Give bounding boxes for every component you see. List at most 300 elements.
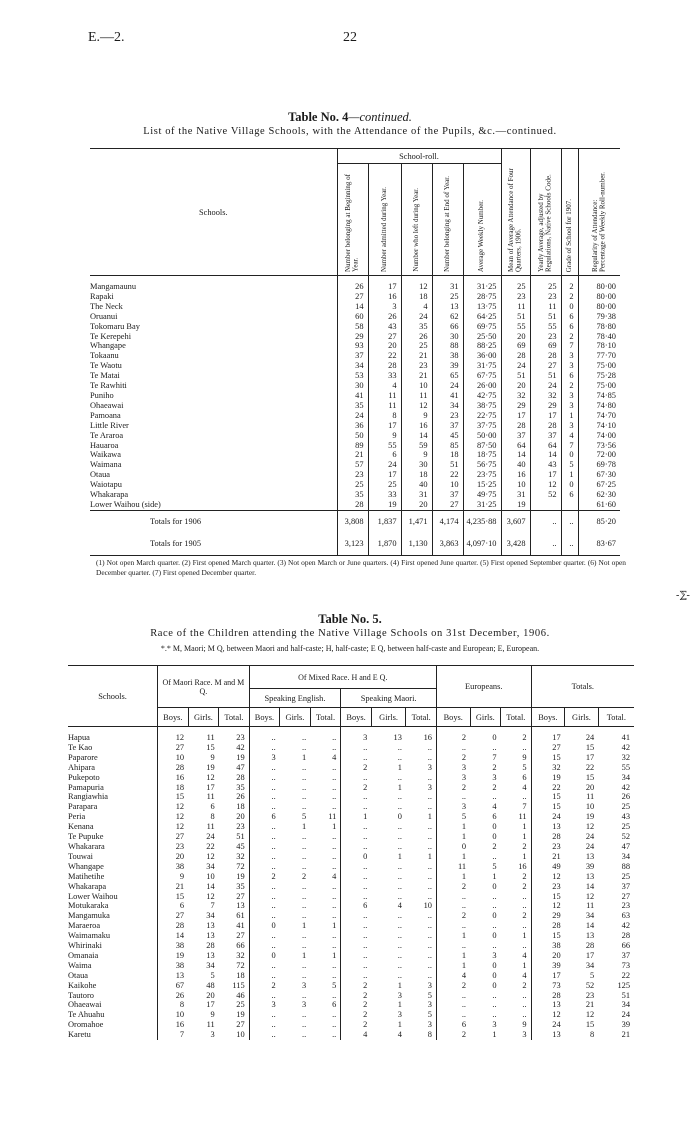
cell: 11: [586, 901, 595, 911]
cell: 3: [561, 421, 578, 431]
t5-sub-boys: Boys.: [436, 708, 470, 727]
cell: 11: [368, 391, 401, 401]
cell: 21: [401, 351, 432, 361]
cell: 9: [522, 1020, 527, 1030]
cell: 2: [341, 763, 372, 773]
cell: 35: [236, 881, 245, 891]
cell: 2: [522, 881, 527, 891]
cell: 12: [158, 822, 189, 832]
cell: ..: [427, 832, 432, 842]
cell: 0: [249, 921, 280, 931]
cell: 2: [492, 762, 497, 772]
cell: 5: [522, 762, 527, 772]
cell: 0: [436, 842, 470, 852]
cell: 75·28: [578, 371, 620, 381]
cell: 4: [522, 782, 527, 792]
cell: 22: [206, 841, 215, 851]
cell: 26: [401, 332, 432, 342]
cell: 3: [436, 802, 470, 812]
table-row: [68, 951, 634, 961]
cell: 14: [585, 921, 595, 931]
cell: 2: [341, 981, 372, 991]
cell: 66: [236, 941, 245, 951]
cell: 22: [432, 470, 463, 480]
cell: 6: [561, 322, 578, 332]
school-name: Whirinaki: [68, 941, 102, 951]
cell: 13: [531, 1000, 565, 1010]
school-name: Tautoro: [68, 990, 94, 1000]
cell: ..: [397, 742, 402, 752]
cell: 35: [337, 401, 368, 411]
cell: 79·38: [578, 312, 620, 322]
cell: 12: [158, 727, 189, 743]
cell: 23: [621, 901, 630, 911]
cell: 2: [561, 292, 578, 302]
cell: 67: [158, 981, 189, 991]
table-row: [68, 842, 634, 852]
school-name: Oromahoe: [68, 1020, 104, 1030]
cell: 51: [501, 371, 530, 381]
cell: 20: [158, 852, 189, 862]
cell: 4: [492, 802, 497, 812]
cell: 19: [531, 773, 565, 783]
cell: 10: [158, 1010, 189, 1020]
table-row: [90, 460, 620, 470]
cell: 28: [531, 991, 565, 1001]
cell: 12: [531, 901, 565, 911]
cell: 18·75: [463, 450, 501, 460]
table-row: [68, 743, 634, 753]
report-code: E.—2.: [88, 30, 125, 45]
cell: 3: [249, 1000, 280, 1010]
school-name: Waima: [68, 960, 92, 970]
cell: 12: [158, 802, 189, 812]
cell: ..: [522, 901, 527, 911]
cell: 80·00: [578, 292, 620, 302]
cell: ..: [397, 891, 402, 901]
cell: 3: [397, 990, 402, 1000]
table-row: [68, 773, 634, 783]
cell: 11: [328, 812, 337, 822]
cell: ..: [397, 822, 402, 832]
cell: 6: [158, 901, 189, 911]
cell: ..: [341, 961, 372, 971]
school-name: Lower Waihou: [68, 891, 118, 901]
school-name: Lower Waihou (side): [90, 499, 161, 509]
cell: 22: [531, 783, 565, 793]
cell: 16: [423, 733, 432, 742]
cell: ..: [492, 921, 497, 931]
cell: 3: [302, 980, 307, 990]
cell: 19: [236, 1010, 245, 1020]
cell: 0: [492, 733, 497, 742]
cell: 5: [332, 980, 337, 990]
cell: ..: [249, 882, 280, 892]
cell: ..: [341, 951, 372, 961]
t5-sub-girls: Girls.: [280, 708, 311, 727]
school-name: Tokaanu: [90, 351, 119, 361]
t5-sub-total: Total.: [598, 708, 634, 727]
cell: 4: [332, 871, 337, 881]
cell: 39: [432, 361, 463, 371]
table-row: [90, 381, 620, 391]
cell: 1: [522, 960, 527, 970]
t5-speaking-english: Speaking English.: [249, 689, 341, 708]
cell: 6: [249, 812, 280, 822]
cell: 66: [621, 941, 630, 951]
cell: ..: [427, 931, 432, 941]
cell: ..: [522, 1010, 527, 1020]
cell: 7: [492, 752, 497, 762]
t4-col-yearly: Yearly Average, adjusted by Regulations, Native Schools Code.: [536, 174, 553, 272]
cell: 24: [585, 841, 595, 851]
cell: 27: [158, 832, 189, 842]
cell: 4: [341, 1030, 372, 1040]
school-name: Waikawa: [90, 450, 121, 460]
cell: 29: [530, 401, 561, 411]
cell: 31·25: [463, 276, 501, 292]
cell: ..: [341, 892, 372, 902]
cell: 1: [302, 822, 307, 832]
table-row: [90, 332, 620, 342]
cell: 21: [621, 1030, 630, 1040]
cell: 26: [236, 792, 245, 802]
table-row: [90, 441, 620, 451]
cell: 1: [397, 980, 402, 990]
school-name: Ohaeawai: [90, 400, 124, 410]
cell: ..: [249, 802, 280, 812]
totals-cell: 4,174: [432, 510, 463, 533]
cell: ..: [522, 941, 527, 951]
cell: 55: [621, 762, 630, 772]
cell: 46: [236, 990, 245, 1000]
cell: 72·00: [578, 450, 620, 460]
cell: 26: [621, 792, 630, 802]
cell: ..: [249, 1030, 280, 1040]
cell: ..: [436, 901, 470, 911]
cell: ..: [302, 931, 307, 941]
cell: 19: [236, 871, 245, 881]
cell: 6: [368, 450, 401, 460]
t5-sub-girls: Girls.: [470, 708, 501, 727]
table-row: [90, 470, 620, 480]
school-name: Te Rawhiti: [90, 381, 127, 391]
cell: 1: [436, 961, 470, 971]
cell: ..: [492, 891, 497, 901]
school-name: Te Ahuahu: [68, 1010, 105, 1020]
cell: 13·75: [463, 302, 501, 312]
cell: ..: [302, 733, 307, 742]
table-row: [68, 1010, 634, 1020]
cell: 64: [501, 441, 530, 451]
cell: ..: [341, 753, 372, 763]
cell: 49: [531, 862, 565, 872]
cell: ..: [436, 921, 470, 931]
cell: 28: [368, 361, 401, 371]
table4: [90, 148, 620, 556]
cell: ..: [522, 742, 527, 752]
cell: 37: [432, 490, 463, 500]
cell: ..: [427, 911, 432, 921]
cell: ..: [249, 763, 280, 773]
school-name: Otaua: [90, 470, 110, 480]
table-row: [90, 391, 620, 401]
cell: 31: [401, 490, 432, 500]
cell: 2: [492, 841, 497, 851]
totals-label: Totals for 1905: [90, 533, 337, 556]
table-row: [90, 401, 620, 411]
cell: 89: [337, 441, 368, 451]
t4-schools-header: Schools.: [90, 149, 337, 276]
table-row: [68, 911, 634, 921]
cell: 28: [530, 351, 561, 361]
cell: 28: [585, 941, 595, 951]
cell: 14: [158, 931, 189, 941]
totals-cell: 3,808: [337, 510, 368, 533]
cell: 10: [206, 871, 215, 881]
cell: 78·80: [578, 322, 620, 332]
cell: 26·00: [463, 381, 501, 391]
cell: 13: [236, 901, 245, 911]
t5-sub-girls: Girls.: [371, 708, 406, 727]
cell: ..: [302, 851, 307, 861]
cell: 12: [401, 401, 432, 411]
cell: 6: [332, 1000, 337, 1010]
cell: 17: [206, 782, 215, 792]
cell: ..: [332, 782, 337, 792]
totals-label: Totals for 1906: [90, 510, 337, 533]
school-name: Te Matai: [90, 371, 120, 381]
cell: 27: [158, 911, 189, 921]
cell: 17: [368, 421, 401, 431]
cell: 38: [158, 862, 189, 872]
cell: 28: [530, 421, 561, 431]
cell: 51: [236, 832, 245, 842]
cell: 1: [302, 950, 307, 960]
totals-cell: 4,235·88: [463, 510, 501, 533]
cell: ..: [332, 851, 337, 861]
cell: 6: [341, 901, 372, 911]
cell: 20: [236, 812, 245, 822]
cell: 75·00: [578, 381, 620, 391]
cell: 55: [368, 441, 401, 451]
cell: 5: [302, 812, 307, 822]
cell: ..: [249, 991, 280, 1001]
cell: ..: [332, 742, 337, 752]
cell: ..: [341, 832, 372, 842]
cell: 23: [401, 361, 432, 371]
cell: 32: [530, 391, 561, 401]
cell: 63: [621, 911, 630, 921]
cell: 37: [621, 950, 630, 960]
cell: 3: [427, 1020, 432, 1030]
cell: 34: [337, 361, 368, 371]
cell: ..: [302, 1010, 307, 1020]
cell: 56·75: [463, 460, 501, 470]
cell: 51: [530, 312, 561, 322]
school-name: Maraeroa: [68, 921, 101, 931]
cell: 27: [337, 292, 368, 302]
table-row: [90, 322, 620, 332]
cell: ..: [332, 911, 337, 921]
t5-sub-total: Total.: [501, 708, 532, 727]
cell: ..: [341, 842, 372, 852]
cell: 3: [492, 1020, 497, 1030]
cell: 7: [522, 802, 527, 812]
t4-col-mean: Mean of Average Attendance of Four Quarters, 1906.: [506, 168, 523, 272]
cell: 0: [492, 980, 497, 990]
cell: 20: [206, 990, 215, 1000]
cell: 20: [585, 782, 595, 792]
cell: ..: [341, 773, 372, 783]
cell: 13: [206, 931, 215, 941]
cell: ..: [427, 792, 432, 802]
cell: 37: [530, 431, 561, 441]
cell: ..: [427, 841, 432, 851]
cell: 47: [236, 762, 245, 772]
school-name: Parapara: [68, 802, 98, 812]
cell: 15: [531, 892, 565, 902]
school-name: Te Araroa: [90, 430, 124, 440]
cell: 11: [368, 401, 401, 411]
cell: 1: [492, 871, 497, 881]
school-name: Ahipara: [68, 762, 95, 772]
cell: ..: [302, 832, 307, 842]
cell: 13: [585, 931, 595, 941]
cell: 11: [206, 822, 215, 832]
cell: 1: [427, 812, 432, 822]
cell: 12: [206, 772, 215, 782]
cell: ..: [341, 971, 372, 981]
cell: 2: [341, 1000, 372, 1010]
cell: 1: [332, 921, 337, 931]
cell: 16: [158, 1020, 189, 1030]
cell: 49·75: [463, 490, 501, 500]
cell: ..: [427, 822, 432, 832]
cell: 6: [210, 802, 215, 812]
cell: 2: [341, 1020, 372, 1030]
cell: 28: [621, 931, 630, 941]
cell: 13: [585, 851, 595, 861]
t5-speaking-maori: Speaking Maori.: [341, 689, 437, 708]
cell: ..: [249, 862, 280, 872]
school-name: Matihetihe: [68, 871, 105, 881]
cell: ..: [427, 752, 432, 762]
cell: 51: [530, 371, 561, 381]
cell: 12: [585, 822, 595, 832]
cell: 28·75: [463, 292, 501, 302]
cell: 30: [337, 381, 368, 391]
cell: 8: [158, 1000, 189, 1010]
cell: 9: [401, 450, 432, 460]
cell: 1: [397, 851, 402, 861]
cell: 69·78: [578, 460, 620, 470]
cell: 14: [206, 881, 215, 891]
cell: 6: [561, 371, 578, 381]
cell: 28: [501, 351, 530, 361]
cell: 52: [530, 490, 561, 500]
cell: 42: [621, 921, 630, 931]
school-name: Paparore: [68, 752, 98, 762]
totals-row: [90, 533, 620, 556]
cell: ..: [302, 762, 307, 772]
cell: 50·00: [463, 431, 501, 441]
cell: 16: [158, 773, 189, 783]
school-name: Puniho: [90, 390, 114, 400]
cell: 27: [621, 891, 630, 901]
cell: 11: [501, 302, 530, 312]
cell: ..: [522, 891, 527, 901]
cell: 11: [206, 1020, 215, 1030]
cell: 28: [158, 763, 189, 773]
cell: ..: [492, 742, 497, 752]
totals-cell: ..: [530, 533, 561, 556]
cell: 32: [236, 950, 245, 960]
cell: 17: [206, 1000, 215, 1010]
cell: 2: [492, 782, 497, 792]
cell: 3: [341, 727, 372, 743]
t5-sub-boys: Boys.: [158, 708, 189, 727]
t5-sub-total: Total.: [219, 708, 250, 727]
cell: 21: [401, 371, 432, 381]
cell: 15: [158, 792, 189, 802]
cell: ..: [397, 921, 402, 931]
cell: 28: [531, 832, 565, 842]
cell: 43: [621, 812, 630, 822]
table-row: [68, 763, 634, 773]
cell: 45: [236, 841, 245, 851]
cell: 1: [436, 822, 470, 832]
cell: 3: [427, 1000, 432, 1010]
cell: 5: [492, 861, 497, 871]
cell: ..: [249, 1020, 280, 1030]
cell: 42·75: [463, 391, 501, 401]
cell: ..: [302, 742, 307, 752]
cell: 16: [368, 292, 401, 302]
cell: 64·25: [463, 312, 501, 322]
t5-sub-girls: Girls.: [188, 708, 219, 727]
cell: 11: [586, 792, 595, 802]
cell: ..: [427, 881, 432, 891]
cell: 26: [337, 276, 368, 292]
cell: 87·50: [463, 441, 501, 451]
cell: 3: [427, 980, 432, 990]
cell: ..: [332, 931, 337, 941]
cell: 17: [368, 470, 401, 480]
cell: 27: [236, 1020, 245, 1030]
cell: 3: [492, 950, 497, 960]
cell: 38·75: [463, 401, 501, 411]
cell: ..: [249, 727, 280, 743]
cell: 13: [531, 1030, 565, 1040]
cell: 74·00: [578, 431, 620, 441]
cell: 58: [337, 322, 368, 332]
cell: 4: [436, 971, 470, 981]
cell: 19: [368, 500, 401, 510]
cell: 6: [436, 1020, 470, 1030]
totals-cell: ..: [561, 510, 578, 533]
school-name: Whakarapa: [90, 490, 129, 500]
cell: 41: [432, 391, 463, 401]
cell: 12: [401, 276, 432, 292]
t5-sub-total: Total.: [406, 708, 437, 727]
cell: 4: [522, 970, 527, 980]
cell: 25: [501, 276, 530, 292]
cell: 12: [585, 1010, 595, 1020]
school-name: Te Pupuke: [68, 832, 104, 842]
cell: ..: [332, 733, 337, 742]
cell: 3: [436, 763, 470, 773]
